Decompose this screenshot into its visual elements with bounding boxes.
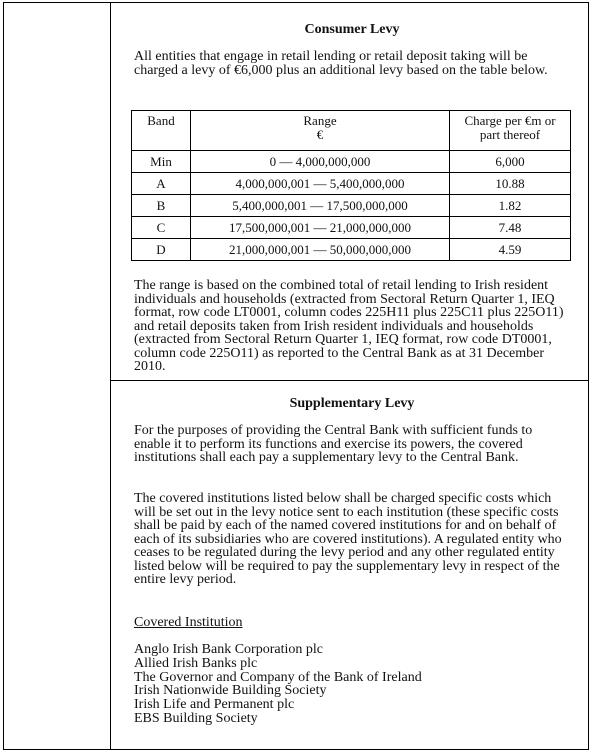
range-cell: 5,400,000,001 — 17,500,000,000 (191, 195, 450, 217)
supplementary-para2-wrap (134, 492, 570, 587)
charge-cell: 10.88 (450, 173, 571, 195)
band-cell: Min (132, 151, 191, 173)
charge-cell: 4.59 (450, 239, 571, 261)
consumer-levy-note: The range is based on the combined total of retail lending to Irish resident individuals and households (extracted from Sectoral Return Quarter 1, IEQ format, row code LT0001, column codes 225H11 plus 225C11 plus 225O11) and retail deposits taken from Irish resident individuals and households (extracted from Sectoral Return Quarter 1, IEQ format, row code DT0001, column code 225O11) as reported to the Central Bank as at 31 December 2010. (134, 278, 564, 374)
consumer-levy-title: Consumer Levy (304, 22, 400, 37)
charge-cell: 1.82 (450, 195, 571, 217)
levy-band-table (131, 110, 571, 261)
band-cell: A (132, 173, 191, 195)
supplementary-levy-title: Supplementary Levy (289, 396, 415, 411)
list-item: EBS Building Society (134, 710, 258, 726)
consumer-levy-title-wrap (134, 22, 570, 38)
consumer-levy-note-wrap (134, 279, 570, 374)
header-charge: Charge per €m or part thereof (450, 111, 571, 151)
charge-cell: 6,000 (450, 151, 571, 173)
consumer-levy-intro-wrap (134, 50, 570, 77)
covered-institution-heading-wrap (134, 616, 570, 630)
range-cell: 17,500,000,001 — 21,000,000,000 (191, 217, 450, 239)
band-cell: D (132, 239, 191, 261)
list-item: Irish Nationwide Building Society (134, 683, 327, 699)
list-item: Irish Life and Permanent plc (134, 697, 295, 713)
institution-list (134, 643, 570, 726)
table-row (132, 217, 571, 239)
covered-institution-heading: Covered Institution (134, 615, 243, 630)
supplementary-levy-title-wrap (134, 396, 570, 412)
charge-cell: 7.48 (450, 217, 571, 239)
supplementary-para1: For the purposes of providing the Central Bank with sufficient funds to enable it to perform its functions and exercise its powers, the covered institutions shall each pay a supplementary levy to the Central Bank. (134, 423, 533, 465)
table-header-row (132, 111, 571, 151)
table-row (132, 151, 571, 173)
range-cell: 0 — 4,000,000,000 (191, 151, 450, 173)
header-band: Band (132, 111, 191, 151)
table-row (132, 239, 571, 261)
supplementary-para2: The covered institutions listed below shall be charged specific costs which will be set out in the levy notice sent to each institution (these specific costs shall be paid by each of the named covered institutions for and on behalf of each of its subsidiaries who are covered institutions). A regulated entity who ceases to be regulated during the levy period and any other regulated entity listed below will be required to pay the supplementary levy in respect of the entire levy period. (134, 491, 562, 587)
range-cell: 21,000,000,001 — 50,000,000,000 (191, 239, 450, 261)
list-item: Anglo Irish Bank Corporation plc (134, 642, 323, 657)
row-divider (110, 380, 589, 381)
column-divider (110, 2, 111, 750)
consumer-levy-intro: All entities that engage in retail lending or retail deposit taking will be charged a levy of €6,000 plus an additional levy based on the table below. (134, 49, 548, 78)
table-row (132, 195, 571, 217)
band-cell: B (132, 195, 191, 217)
header-range: Range € (191, 111, 450, 151)
table-row (132, 173, 571, 195)
supplementary-para1-wrap (134, 424, 570, 465)
list-item: The Governor and Company of the Bank of Ireland (134, 669, 422, 685)
range-cell: 4,000,000,001 — 5,400,000,000 (191, 173, 450, 195)
list-item: Allied Irish Banks plc (134, 655, 258, 671)
band-cell: C (132, 217, 191, 239)
